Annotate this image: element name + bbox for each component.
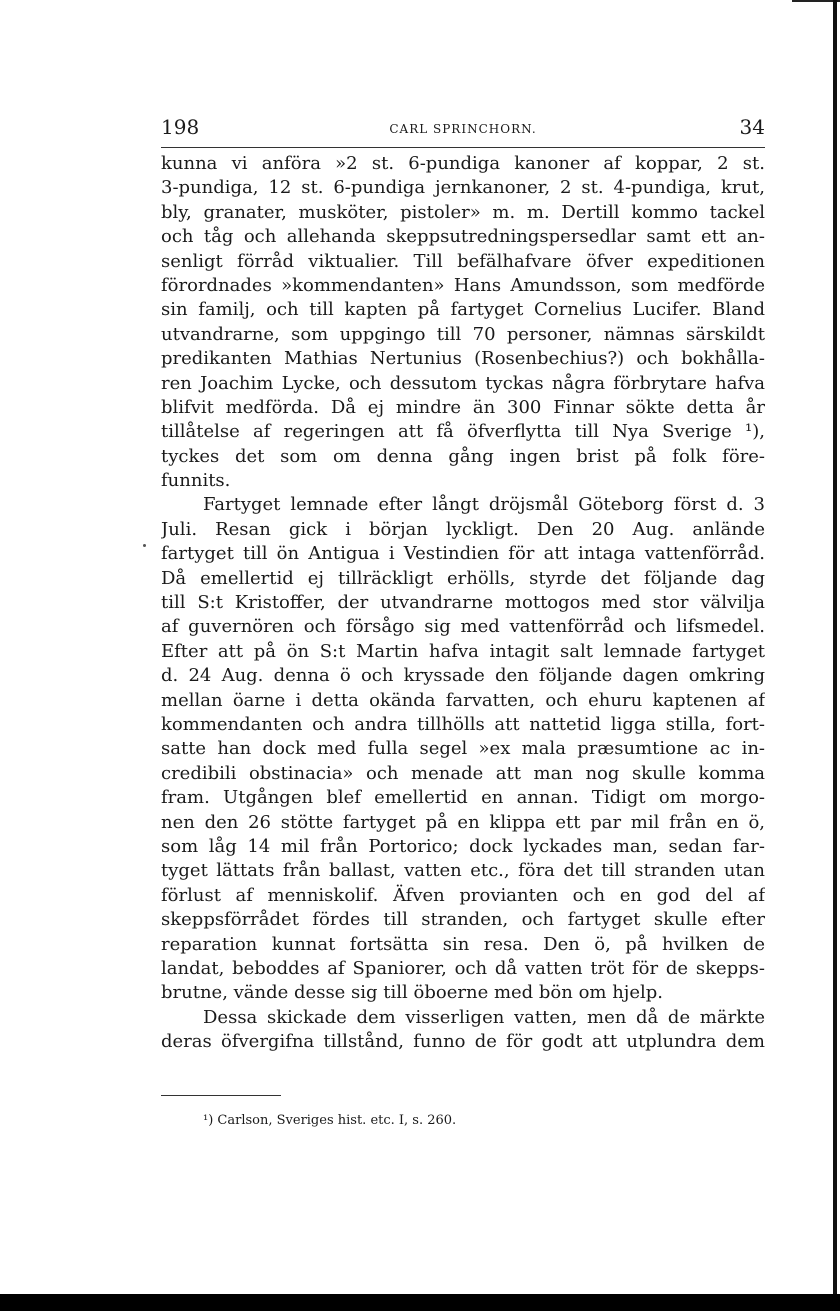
text-line: blifvit medförda. Då ej mindre än 300 Finnar sökte detta år	[161, 396, 765, 418]
text-line: tyckes det som om denna gång ingen brist på folk före-	[161, 445, 765, 467]
text-line: skeppsförrådet fördes till stranden, och fartyget skulle efter	[161, 909, 765, 931]
page-header	[161, 114, 765, 146]
text-line: deras öfvergifna tillstånd, funno de för godt att utplundra dem	[161, 1031, 765, 1053]
text-line: Då emellertid ej tillräckligt erhölls, styrde det följande dag	[161, 567, 765, 589]
text-line: sin familj, och till kapten på fartyget Cornelius Lucifer. Bland	[161, 299, 765, 321]
text-line: landat, beboddes af Spaniorer, och då vatten tröt för de skepps-	[161, 957, 765, 979]
text-line: ren Joachim Lycke, och dessutom tyckas några förbrytare hafva	[161, 372, 765, 394]
text-line: tyget lättats från ballast, vatten etc., föra det till stranden utan	[161, 860, 765, 882]
text-line: predikanten Mathias Nertunius (Rosenbechius?) och bokhålla-	[161, 348, 765, 370]
text-line: d. 24 Aug. denna ö och kryssade den följande dagen omkring	[161, 665, 765, 687]
text-line: Efter att på ön S:t Martin hafva intagit salt lemnade fartyget	[161, 640, 765, 662]
section-number: 34	[739, 115, 765, 139]
text-line: brutne, vände desse sig till öboerne med bön om hjelp.	[161, 982, 664, 1004]
page-number: 198	[161, 115, 200, 139]
footnote-rule	[161, 1095, 281, 1096]
text-line: Dessa skickade dem visserligen vatten, men då de märkte	[203, 1006, 765, 1028]
text-line: bly, granater, musköter, pistoler» m. m. Dertill kommo tackel	[161, 201, 765, 223]
header-rule	[161, 147, 765, 148]
text-line: Fartyget lemnade efter långt dröjsmål Göteborg först d. 3	[203, 494, 765, 516]
text-line: kunna vi anföra »2 st. 6-pundiga kanoner af koppar, 2 st.	[161, 153, 765, 174]
text-line: senligt förråd viktualier. Till befälhafvare öfver expeditionen	[161, 250, 765, 272]
text-line: af guvernören och försågo sig med vattenförråd och lifsmedel.	[161, 616, 765, 638]
text-line: reparation kunnat fortsätta sin resa. Den ö, på hvilken de	[161, 933, 765, 955]
text-line: fram. Utgången blef emellertid en annan. Tidigt om morgo-	[161, 787, 765, 809]
text-line: och tåg och allehanda skeppsutredningspersedlar samt ett an-	[161, 226, 765, 248]
text-line: till S:t Kristoffer, der utvandrarne mottogos med stor välvilja	[161, 592, 765, 614]
text-line: funnits.	[161, 470, 231, 492]
text-line: förordnades »kommendanten» Hans Amundsson, som medförde	[161, 274, 765, 296]
text-line: satte han dock med fulla segel »ex mala præsumtione ac in-	[161, 738, 765, 760]
text-line: kommendanten och andra tillhölls att nattetid ligga stilla, fort-	[161, 713, 765, 735]
text-line: fartyget till ön Antigua i Vestindien för att intaga vattenförråd.	[161, 543, 765, 565]
text-line: tillåtelse af regeringen att få öfverflytta till Nya Sverige ¹),	[161, 421, 765, 443]
text-line: 3-pundiga, 12 st. 6-pundiga jernkanoner, 2 st. 4-pundiga, krut,	[161, 177, 765, 199]
text-line: som låg 14 mil från Portorico; dock lyckades man, sedan far-	[161, 835, 765, 857]
page-edge-right	[833, 0, 837, 1294]
text-line: Juli. Resan gick i början lyckligt. Den 20 Aug. anlände	[161, 518, 765, 540]
footnote: ¹) Carlson, Sveriges hist. etc. I, s. 260.	[203, 1113, 457, 1128]
running-head: CARL SPRINCHORN.	[389, 122, 537, 136]
text-line: nen den 26 stötte fartyget på en klippa ett par mil från en ö,	[161, 811, 765, 833]
text-line: utvandrarne, som uppgingo till 70 personer, nämnas särskildt	[161, 323, 765, 345]
page-edge-bottom	[0, 1294, 840, 1311]
margin-mark	[143, 544, 146, 547]
body-text	[161, 152, 765, 1054]
text-line: credibili obstinacia» och menade att man nog skulle komma	[161, 762, 765, 784]
text-line: mellan öarne i detta okända farvatten, och ehuru kaptenen af	[161, 689, 765, 711]
text-line: förlust af menniskolif. Äfven provianten och en god del af	[161, 884, 765, 906]
